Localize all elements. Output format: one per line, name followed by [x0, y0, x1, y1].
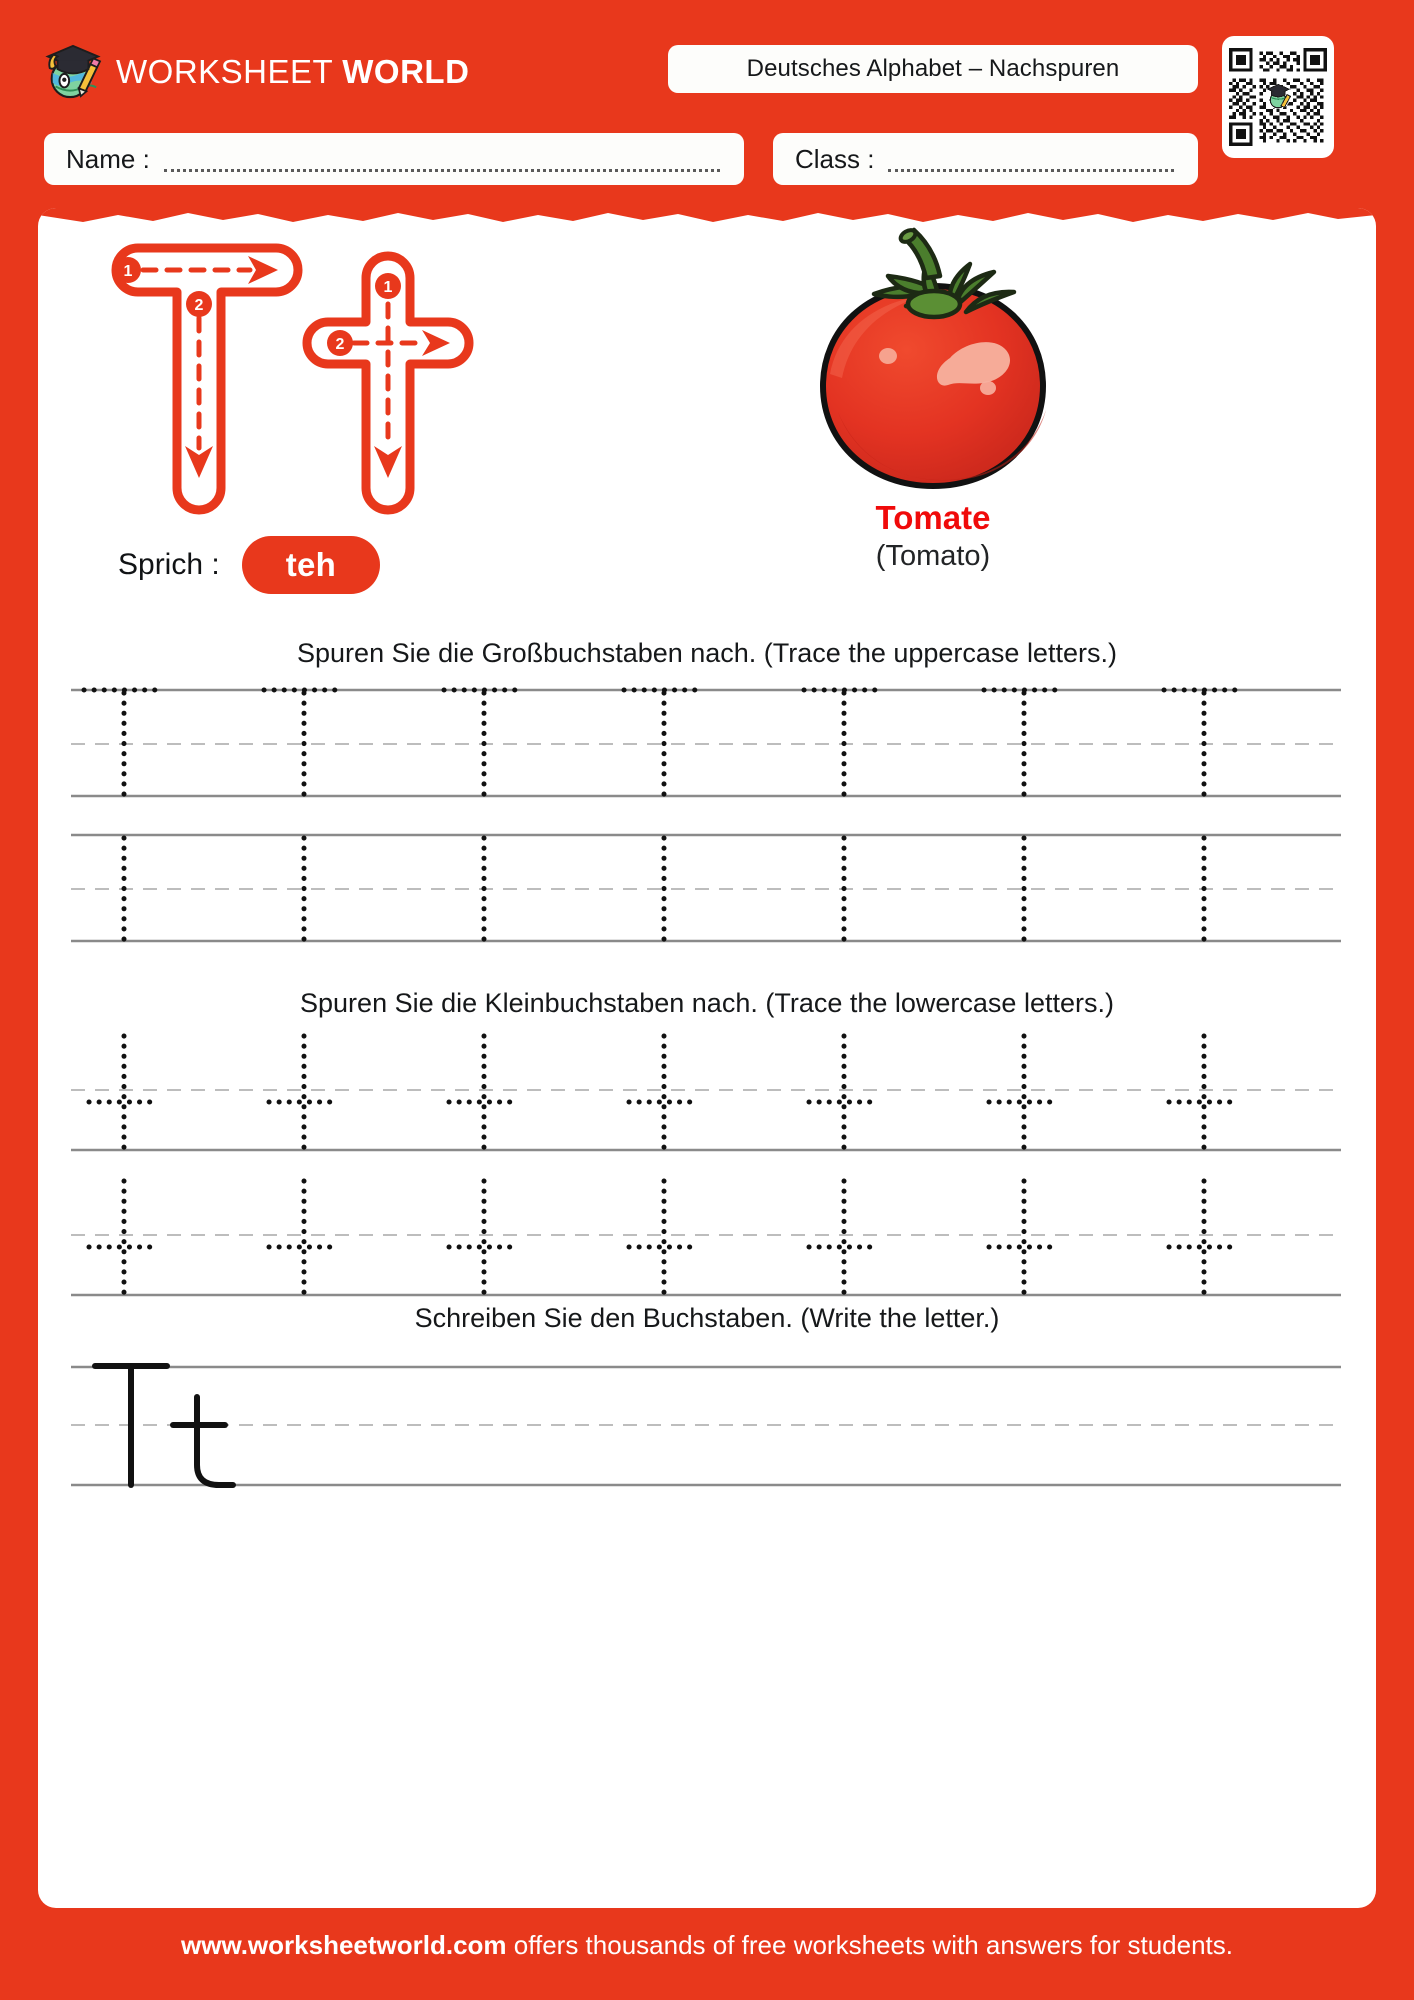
lowercase-trace-row-2[interactable] [71, 1173, 1341, 1298]
word-german: Tomate [875, 499, 991, 536]
picture-word-block [798, 498, 1068, 574]
letter-stroke-diagram [78, 226, 558, 526]
word-english: (Tomato) [875, 539, 991, 572]
name-label: Name : [66, 143, 150, 174]
letter-demo-area [38, 208, 1376, 628]
brand-name-light: WORKSHEET [116, 52, 333, 90]
svg-text:2: 2 [194, 297, 204, 314]
footer-text: offers thousands of free worksheets with answers for students. [506, 1930, 1233, 1960]
write-letter-row[interactable] [71, 1353, 1341, 1493]
page-title: Deutsches Alphabet – Nachspuren [746, 55, 1120, 82]
pronunciation-badge: teh [242, 536, 380, 594]
footer-site-url[interactable]: www.worksheetworld.com [181, 1930, 507, 1960]
qr-code-icon[interactable] [1222, 36, 1334, 158]
instruction-write: Schreiben Sie den Buchstaben. (Write the letter.) [414, 1303, 1000, 1333]
name-input-line[interactable] [164, 169, 720, 172]
page-footer [0, 1930, 1414, 1961]
instruction-lowercase: Spuren Sie die Kleinbuchstaben nach. (Trace the lowercase letters.) [300, 988, 1114, 1018]
brand-name [116, 52, 470, 90]
svg-text:2: 2 [335, 336, 345, 353]
pronunciation-row [118, 536, 380, 594]
uppercase-trace-row-2[interactable] [71, 823, 1341, 943]
graduation-cap-globe-pencil-icon [44, 40, 102, 102]
worksheet-paper [38, 208, 1376, 1908]
instruction-uppercase: Spuren Sie die Großbuchstaben nach. (Trace the uppercase letters.) [297, 638, 1117, 668]
tomato-icon [798, 216, 1068, 496]
svg-text:1: 1 [123, 263, 133, 280]
class-label: Class : [795, 143, 875, 174]
uppercase-trace-row-1[interactable] [71, 678, 1341, 798]
page-header [0, 0, 1414, 215]
svg-text:1: 1 [383, 279, 393, 296]
class-field[interactable] [773, 133, 1198, 185]
lowercase-trace-row-1[interactable] [71, 1028, 1341, 1153]
sprich-label: Sprich : [118, 548, 220, 581]
class-input-line[interactable] [888, 169, 1174, 172]
worksheet-title-pill [668, 45, 1198, 93]
brand-name-bold: WORLD [342, 52, 470, 90]
brand-logo [44, 40, 469, 102]
name-field[interactable] [44, 133, 744, 185]
